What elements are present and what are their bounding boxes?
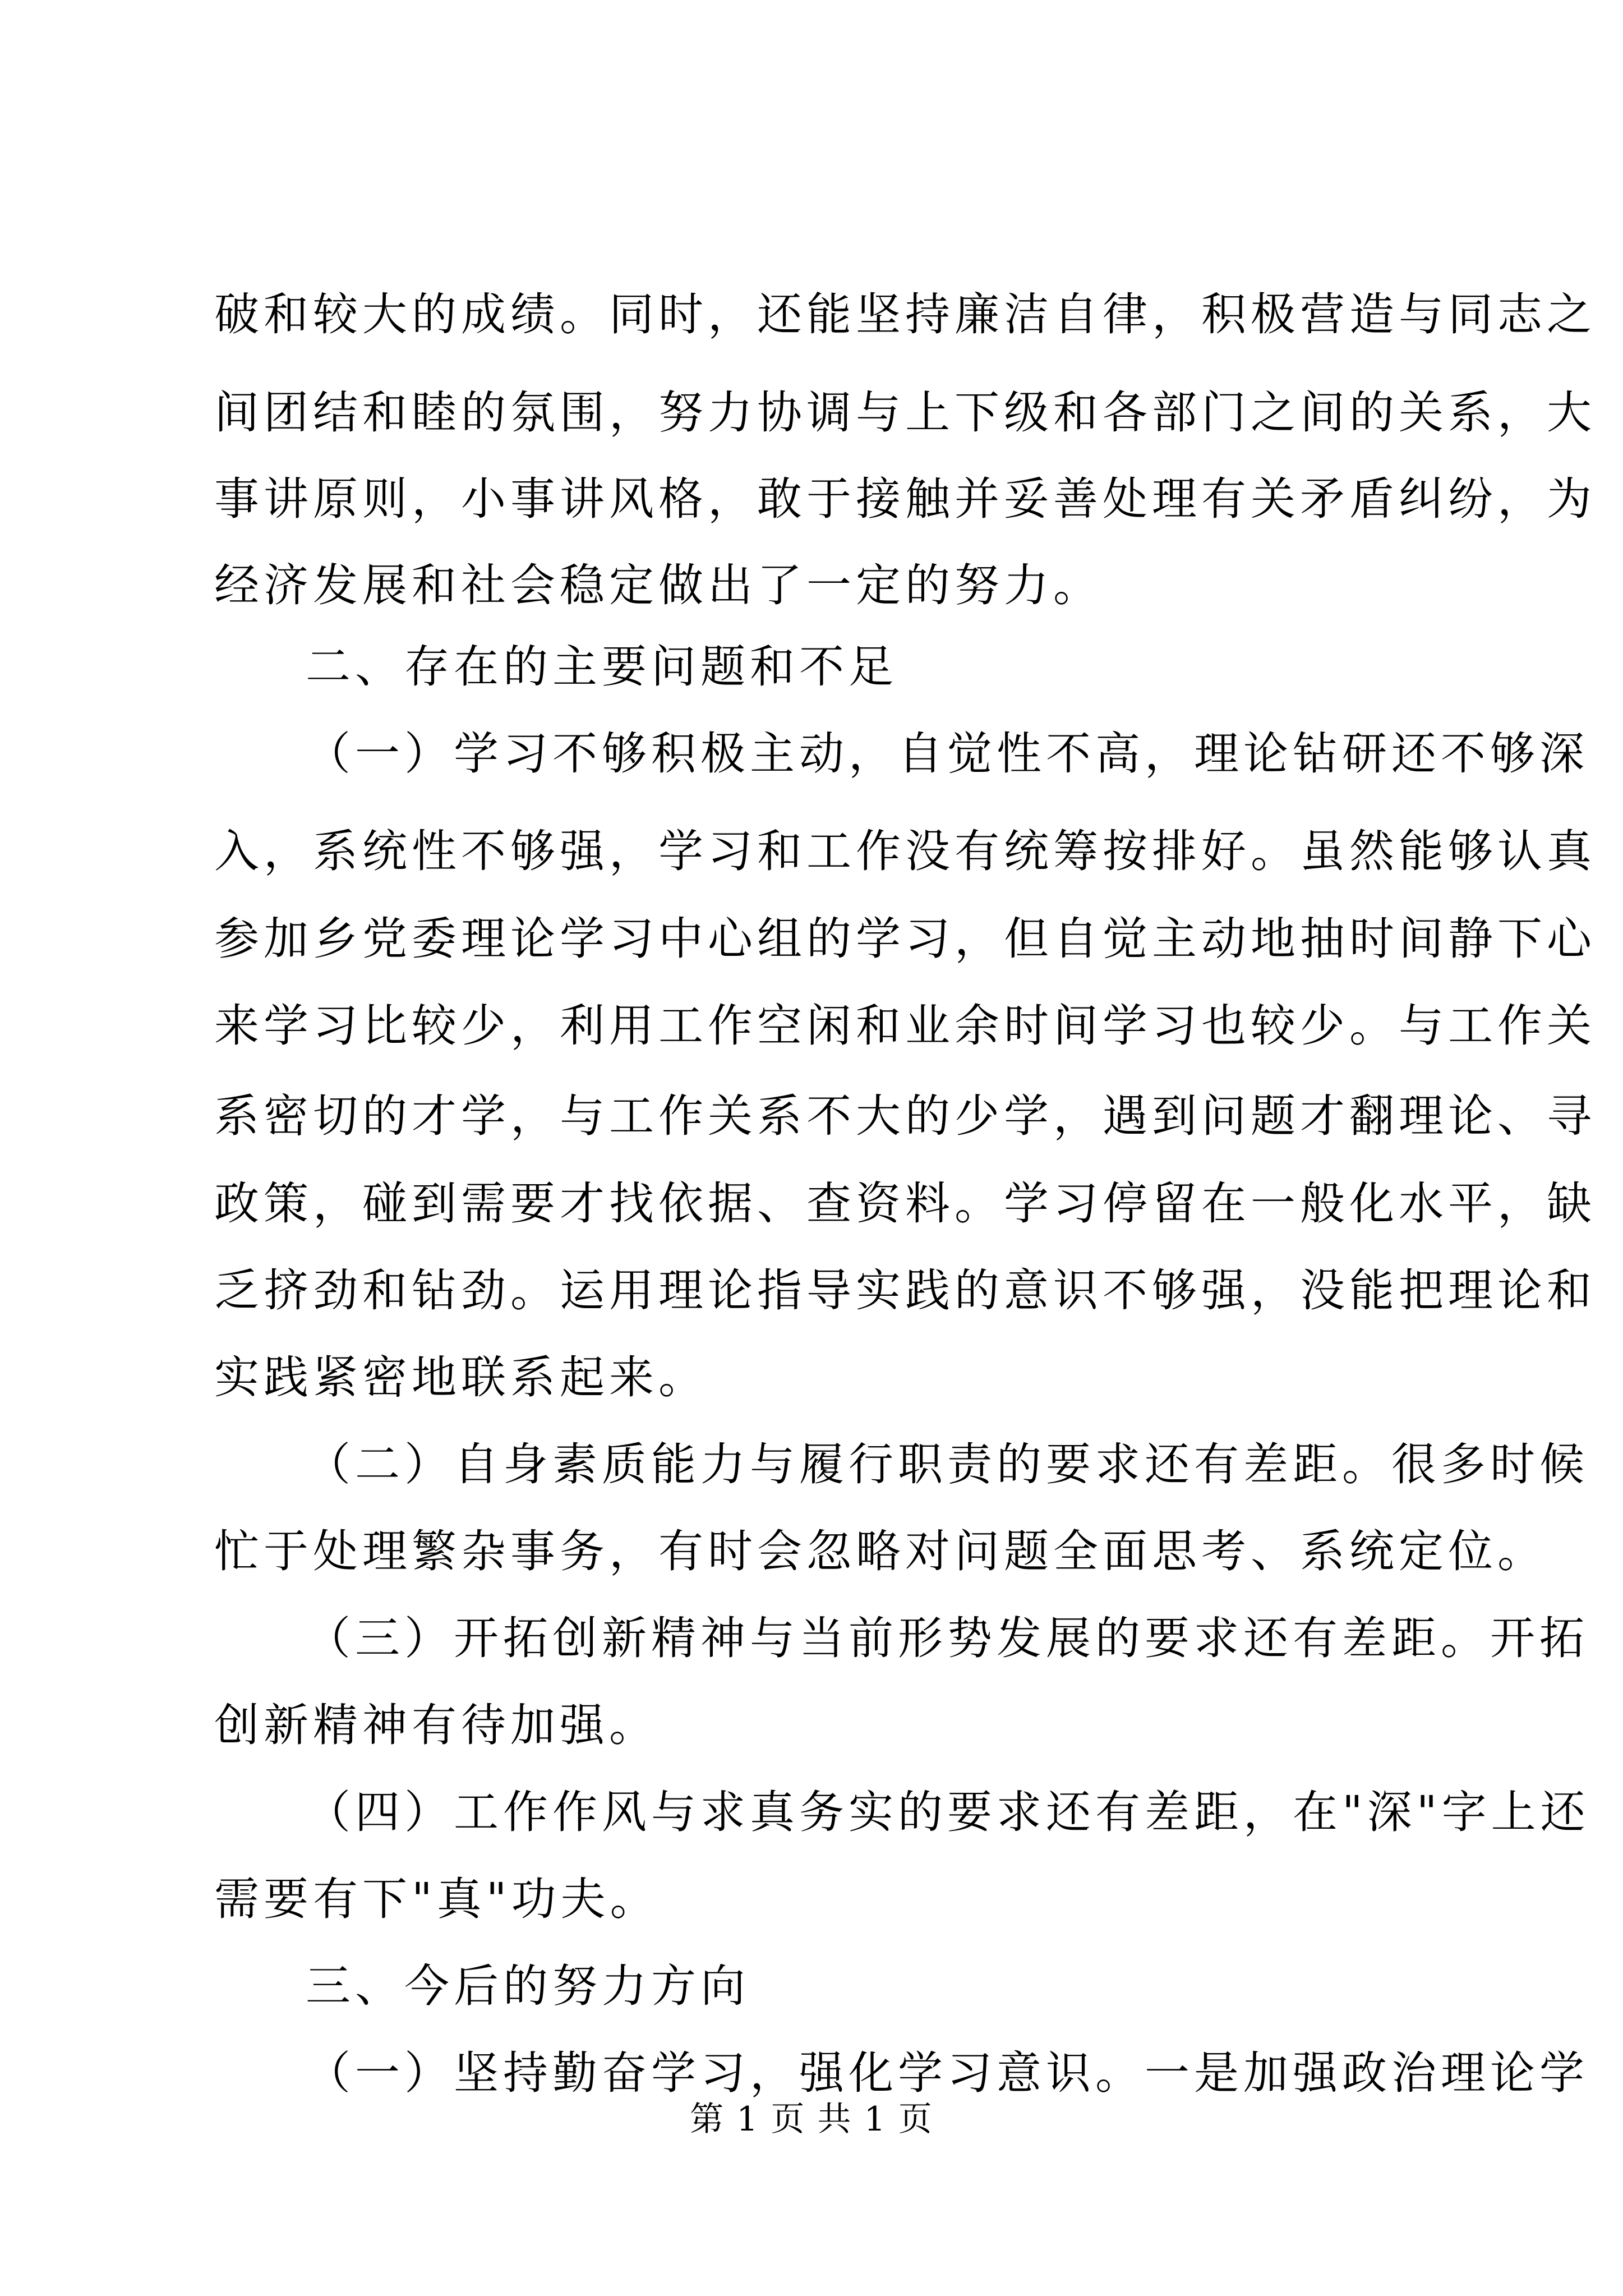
body-text-line: 创新精神有待加强。 xyxy=(214,1699,658,1751)
body-text-line: 入，系统性不够强，学习和工作没有统筹按排好。虽然能够认真 xyxy=(214,825,1596,877)
body-text-line: 破和较大的成绩。同时，还能坚持廉洁自律，积极营造与同志之 xyxy=(214,288,1596,341)
body-text-line: 忙于处理繁杂事务，有时会忽略对问题全面思考、系统定位。 xyxy=(214,1525,1547,1577)
body-text-line: （一）坚持勤奋学习，强化学习意识。一是加强政治理论学 xyxy=(306,2047,1589,2099)
body-text-line: 需要有下"真"功夫。 xyxy=(214,1873,660,1925)
body-text-line: 系密切的才学，与工作关系不大的少学，遇到问题才翻理论、寻 xyxy=(214,1090,1596,1142)
body-text-line: （二）自身素质能力与履行职责的要求还有差距。很多时候 xyxy=(306,1438,1589,1490)
body-text-line: （四）工作作风与求真务实的要求还有差距，在"深"字上还 xyxy=(306,1786,1590,1838)
body-text-line: 间团结和睦的氛围，努力协调与上下级和各部门之间的关系，大 xyxy=(214,386,1596,439)
body-text-line: 乏挤劲和钻劲。运用理论指导实践的意识不够强，没能把理论和 xyxy=(214,1264,1596,1317)
body-text-line: （一）学习不够积极主动，自觉性不高，理论钻研还不够深 xyxy=(306,728,1589,780)
body-text-line: 参加乡党委理论学习中心组的学习，但自觉主动地抽时间静下心 xyxy=(214,913,1596,965)
page-number-footer: 第 1 页 共 1 页 xyxy=(690,2100,933,2139)
body-text-line: 政策，碰到需要才找依据、查资料。学习停留在一般化水平，缺 xyxy=(214,1177,1596,1230)
body-text-line: （三）开拓创新精神与当前形势发展的要求还有差距。开拓 xyxy=(306,1612,1589,1664)
section-heading: 三、今后的努力方向 xyxy=(306,1960,750,2012)
body-text-line: 来学习比较少，利用工作空闲和业余时间学习也较少。与工作关 xyxy=(214,1000,1596,1052)
body-text-line: 经济发展和社会稳定做出了一定的努力。 xyxy=(214,559,1103,611)
body-text-line: 事讲原则，小事讲风格，敢于接触并妥善处理有关矛盾纠纷，为 xyxy=(214,473,1596,525)
section-heading: 二、存在的主要问题和不足 xyxy=(306,641,898,693)
body-text-line: 实践紧密地联系起来。 xyxy=(214,1351,708,1404)
